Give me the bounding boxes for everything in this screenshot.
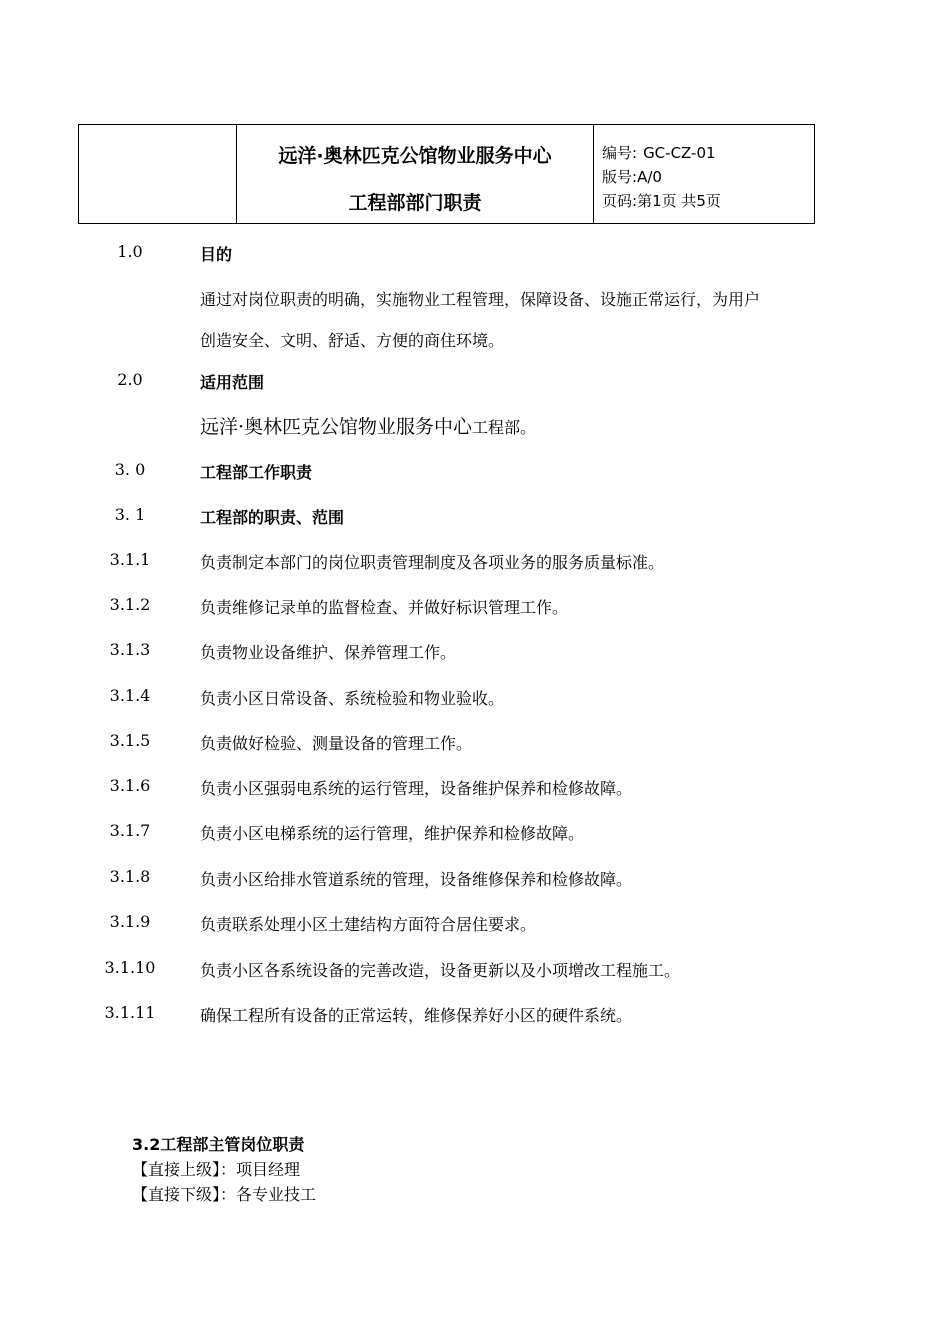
list-item-text: 负责做好检验、测量设备的管理工作。 — [200, 734, 473, 753]
list-item-text: 负责小区各系统设备的完善改造，设备更新以及小项增改工程施工。 — [200, 961, 681, 980]
section-2-title: 适用范围 — [200, 373, 265, 392]
direct-subordinate-value: 各专业技工 — [236, 1185, 317, 1204]
header-meta-cell — [594, 125, 814, 223]
code-value: GC-CZ-01 — [643, 144, 716, 162]
direct-subordinate-label: 【直接下级】： — [132, 1185, 237, 1204]
section-1-number: 1.0 — [117, 242, 143, 261]
meta-page-row — [602, 189, 814, 213]
list-item-number: 3.1.7 — [109, 821, 151, 840]
list-item-number: 3.1.4 — [109, 686, 151, 705]
list-item-number: 3.1.9 — [109, 912, 151, 931]
list-item-text: 负责小区给排水管道系统的管理，设备维修保养和检修故障。 — [200, 870, 633, 889]
list-item-text: 负责小区日常设备、系统检验和物业验收。 — [200, 689, 505, 708]
list-item-text: 负责制定本部门的岗位职责管理制度及各项业务的服务质量标准。 — [200, 553, 665, 572]
section-1-title: 目的 — [200, 245, 233, 264]
list-item-text: 负责物业设备维护、保养管理工作。 — [200, 643, 457, 662]
direct-superior-row — [132, 1157, 300, 1180]
section-3-2-title: 3.2工程部主管岗位职责 — [132, 1135, 305, 1154]
page-value: 第1页 共5页 — [637, 192, 721, 210]
section-3-number: 3. 0 — [114, 460, 146, 479]
direct-superior-label: 【直接上级】： — [132, 1160, 237, 1179]
version-label: 版号: — [602, 168, 638, 186]
version-value: A/0 — [637, 168, 662, 186]
section-1-body-line2: 创造安全、文明、舒适、方便的商住环境。 — [200, 331, 505, 350]
header-title-cell — [237, 125, 594, 223]
list-item-number: 3.1.5 — [109, 731, 151, 750]
document-header-table — [78, 124, 815, 224]
document-title: 工程部部门职责 — [348, 192, 482, 214]
list-item-number: 3.1.10 — [104, 958, 156, 977]
section-3-title: 工程部工作职责 — [200, 463, 313, 482]
header-logo-cell — [79, 125, 237, 223]
code-label: 编号: — [602, 144, 638, 162]
page-label: 页码: — [602, 192, 638, 210]
section-3-1-title: 工程部的职责、范围 — [200, 508, 345, 527]
list-item-text: 负责维修记录单的监督检查、并做好标识管理工作。 — [200, 598, 569, 617]
list-item-number: 3.1.8 — [109, 867, 151, 886]
direct-superior-value: 项目经理 — [236, 1160, 301, 1179]
meta-code-row — [602, 141, 814, 165]
list-item-text: 负责小区电梯系统的运行管理，维护保养和检修故障。 — [200, 824, 585, 843]
list-item-number: 3.1.6 — [109, 776, 151, 795]
list-item-number: 3.1.1 — [109, 550, 151, 569]
direct-subordinate-row — [132, 1182, 316, 1205]
list-item-number: 3.1.2 — [109, 595, 151, 614]
section-3-1-number: 3. 1 — [114, 505, 146, 524]
list-item-text: 负责联系处理小区土建结构方面符合居住要求。 — [200, 915, 537, 934]
scope-dept: 工程部。 — [472, 418, 537, 437]
section-2-number: 2.0 — [117, 370, 143, 389]
section-2-body — [200, 412, 536, 439]
list-item-number: 3.1.3 — [109, 640, 151, 659]
section-1-body-line1: 通过对岗位职责的明确，实施物业工程管理，保障设备、设施正常运行，为用户 — [200, 290, 761, 309]
list-item-text: 负责小区强弱电系统的运行管理，设备维护保养和检修故障。 — [200, 779, 633, 798]
list-item-number: 3.1.11 — [104, 1003, 156, 1022]
scope-org-name: 远洋·奥林匹克公馆物业服务中心 — [200, 416, 473, 438]
list-item-text: 确保工程所有设备的正常运转，维修保养好小区的硬件系统。 — [200, 1006, 633, 1025]
org-name: 远洋·奥林匹克公馆物业服务中心 — [278, 145, 552, 167]
meta-version-row — [602, 165, 814, 189]
